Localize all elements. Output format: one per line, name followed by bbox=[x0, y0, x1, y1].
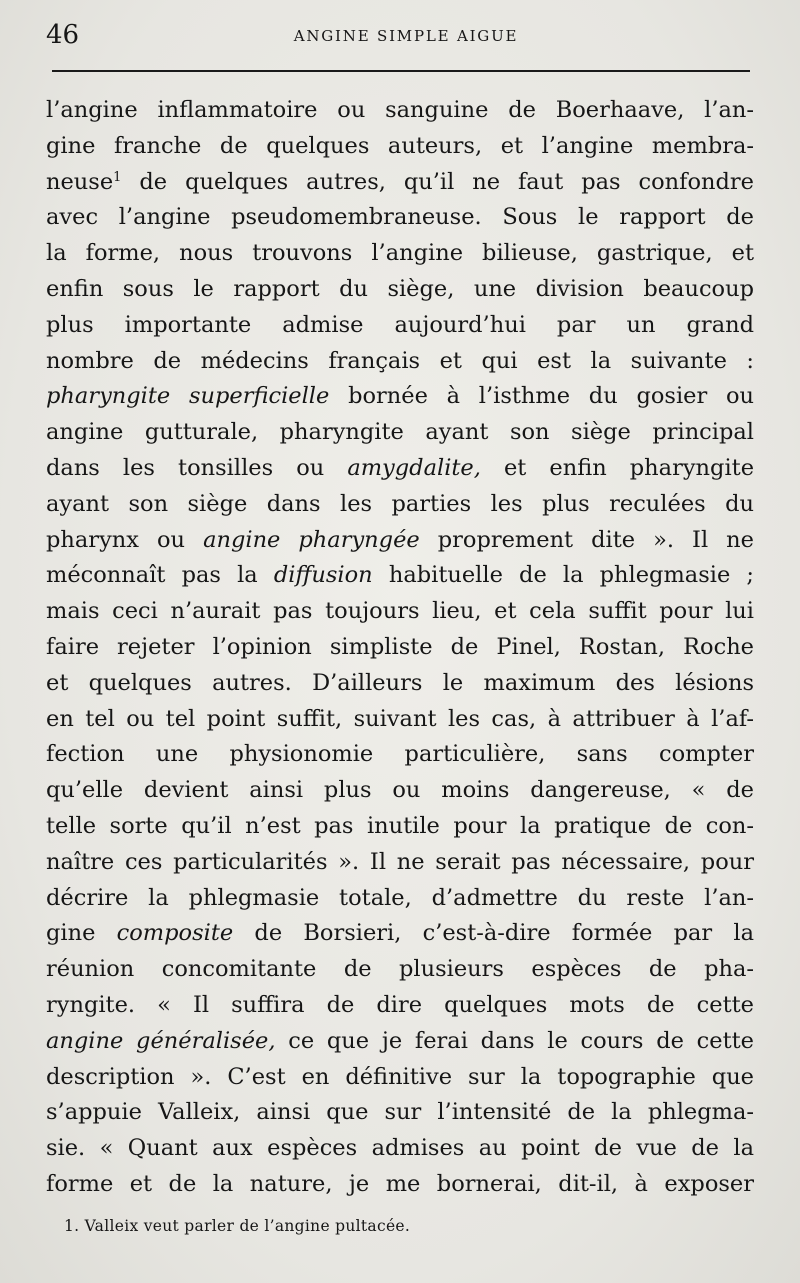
body-text bbox=[46, 93, 754, 1203]
footnote-marker[interactable]: 1 bbox=[113, 169, 122, 185]
text-line: neuse$^1$ de quelques autres, qu’il ne faut pas confondre bbox=[46, 168, 754, 195]
text-line: qu’elle devient ainsi plus ou moins dangereuse, « de bbox=[46, 777, 754, 804]
italic-term: angine généralisée, bbox=[46, 1027, 276, 1054]
text-line: angine généralisée, ce que je ferai dans le cours de cette bbox=[46, 1027, 754, 1054]
text-line: la forme, nous trouvons l’angine bilieuse, gastrique, et bbox=[46, 240, 754, 267]
text-line: méconnaît pas la diffusion habituelle de la phlegmasie ; bbox=[46, 562, 754, 589]
text-line: mais ceci n’aurait pas toujours lieu, et cela suffit pour lui bbox=[46, 598, 754, 625]
text-line: en tel ou tel point suffit, suivant les cas, à attribuer à l’af- bbox=[46, 705, 754, 732]
text-line: réunion concomitante de plusieurs espèces de pha- bbox=[46, 956, 754, 983]
text-line: gine composite de Borsieri, c’est-à-dire formée par la bbox=[46, 920, 755, 947]
text-line: faire rejeter l’opinion simpliste de Pinel, Rostan, Roche bbox=[46, 633, 754, 660]
italic-term: amygdalite, bbox=[347, 454, 481, 481]
text-line: forme et de la nature, je me bornerai, dit-il, à exposer bbox=[46, 1170, 754, 1197]
italic-term: angine pharyngée bbox=[203, 526, 420, 553]
italic-term: diffusion bbox=[273, 562, 373, 589]
text-line: enfin sous le rapport du siège, une division beaucoup bbox=[46, 275, 754, 302]
text-line: pharyngite superficielle bornée à l’isthme du gosier ou bbox=[46, 383, 754, 410]
text-line: décrire la phlegmasie totale, d’admettre du reste l’an- bbox=[46, 884, 754, 911]
text-line: dans les tonsilles ou amygdalite, et enfin pharyngite bbox=[46, 454, 755, 481]
text-line: telle sorte qu’il n’est pas inutile pour la pratique de con- bbox=[46, 812, 754, 839]
text-line: description ». C’est en définitive sur la topographie que bbox=[46, 1063, 754, 1090]
text-line: gine franche de quelques auteurs, et l’angine membra- bbox=[46, 132, 754, 159]
text-line: ryngite. « Il suffira de dire quelques mots de cette bbox=[46, 991, 754, 1018]
running-title: ANGINE SIMPLE AIGUE bbox=[293, 27, 519, 45]
italic-term: pharyngite superficielle bbox=[46, 383, 330, 410]
text-line: fection une physionomie particulière, sans compter bbox=[46, 741, 754, 768]
footnote: 1. Valleix veut parler de l’angine pultacée. bbox=[64, 1217, 411, 1235]
text-line: angine gutturale, pharyngite ayant son siège principal bbox=[46, 419, 754, 446]
text-line: ayant son siège dans les parties les plus reculées du bbox=[46, 490, 754, 517]
page-number: 46 bbox=[46, 20, 80, 50]
text-line: s’appuie Valleix, ainsi que sur l’intensité de la phlegma- bbox=[46, 1099, 754, 1126]
text-line: sie. « Quant aux espèces admises au point de vue de la bbox=[46, 1135, 754, 1162]
text-line: pharynx ou angine pharyngée proprement dite ». Il ne bbox=[46, 526, 754, 553]
text-line: plus importante admise aujourd’hui par un grand bbox=[46, 311, 754, 338]
page-header bbox=[46, 18, 752, 52]
italic-term: composite bbox=[116, 920, 234, 947]
text-line: avec l’angine pseudomembraneuse. Sous le rapport de bbox=[46, 204, 754, 231]
text-line: et quelques autres. D’ailleurs le maximum des lésions bbox=[46, 669, 754, 696]
text-line: naître ces particularités ». Il ne serait pas nécessaire, pour bbox=[46, 848, 754, 875]
header-rule bbox=[52, 70, 750, 72]
text-line: nombre de médecins français et qui est la suivante : bbox=[46, 347, 754, 374]
text-line: l’angine inflammatoire ou sanguine de Boerhaave, l’an- bbox=[46, 97, 754, 123]
